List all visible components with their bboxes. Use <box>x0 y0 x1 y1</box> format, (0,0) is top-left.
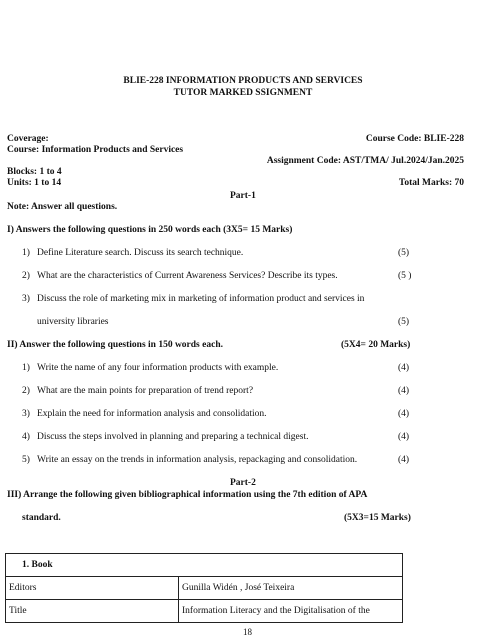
question-text: Write an essay on the trends in information analysis, repackaging and consolidation. <box>37 455 358 465</box>
table-row <box>6 600 403 623</box>
page-number: 18 <box>243 627 252 637</box>
question-marks: (4) <box>398 386 410 396</box>
question-number: 1) <box>22 248 30 258</box>
section3-heading: III) Arrange the following given bibliographical information using the 7th edition of APA <box>7 490 368 500</box>
question-marks: (5) <box>398 248 410 258</box>
table-cell-value: Gunilla Widén , José Teixeira <box>179 577 403 600</box>
question-number: 5) <box>22 455 30 465</box>
question-marks: (5 ) <box>398 271 412 281</box>
question-marks: (4) <box>398 409 410 419</box>
question-marks: (4) <box>398 363 410 373</box>
assignment-subtitle: TUTOR MARKED SSIGNMENT <box>173 88 313 98</box>
question-number: 2) <box>22 386 30 396</box>
course-title: BLIE-228 INFORMATION PRODUCTS AND SERVICES <box>123 76 363 86</box>
question-number: 3) <box>22 294 30 304</box>
bibliographic-table <box>5 553 403 623</box>
table-row <box>6 554 403 577</box>
section2-marks: (5X4= 20 Marks) <box>341 340 411 350</box>
question-number: 2) <box>22 271 30 281</box>
question-marks: (5) <box>398 317 410 327</box>
course-name: Course: Information Products and Services <box>7 145 184 155</box>
table-cell-value: Information Literacy and the Digitalisation of the <box>179 600 403 623</box>
coverage-label: Coverage: <box>7 134 49 144</box>
part2-heading: Part-2 <box>230 478 256 488</box>
total-marks: Total Marks: 70 <box>398 178 464 188</box>
assignment-code: Assignment Code: AST/TMA/ Jul.2024/Jan.2025 <box>266 156 464 166</box>
question-text: Discuss the role of marketing mix in marketing of information product and services in <box>37 294 365 304</box>
question-text-continued: university libraries <box>37 317 109 327</box>
question-text: Explain the need for information analysis and consolidation. <box>37 409 267 419</box>
section3-marks: (5X3=15 Marks) <box>344 513 411 523</box>
blocks-range: Blocks: 1 to 4 <box>7 167 62 177</box>
table-cell-label: Editors <box>6 577 179 600</box>
section1-heading: I) Answers the following questions in 250 words each (3X5= 15 Marks) <box>7 225 293 235</box>
question-number: 3) <box>22 409 30 419</box>
section2-heading: II) Answer the following questions in 150 words each. <box>7 340 223 350</box>
question-text: Write the name of any four information products with example. <box>37 363 279 373</box>
question-text: What are the main points for preparation of trend report? <box>37 386 254 396</box>
question-number: 1) <box>22 363 30 373</box>
table-item-heading: 1. Book <box>6 554 403 577</box>
table-cell-label: Title <box>6 600 179 623</box>
part1-heading: Part-1 <box>230 191 256 201</box>
question-number: 4) <box>22 432 30 442</box>
question-text: What are the characteristics of Current Awareness Services? Describe its types. <box>37 271 338 281</box>
question-text: Define Literature search. Discuss its search technique. <box>37 248 244 258</box>
question-marks: (4) <box>398 455 410 465</box>
table-row <box>6 577 403 600</box>
note: Note: Answer all questions. <box>7 202 118 212</box>
section3-heading-continued: standard. <box>22 513 61 523</box>
question-text: Discuss the steps involved in planning and preparing a technical digest. <box>37 432 309 442</box>
units-range: Units: 1 to 14 <box>7 178 62 188</box>
course-code: Course Code: BLIE-228 <box>365 134 464 144</box>
question-marks: (4) <box>398 432 410 442</box>
